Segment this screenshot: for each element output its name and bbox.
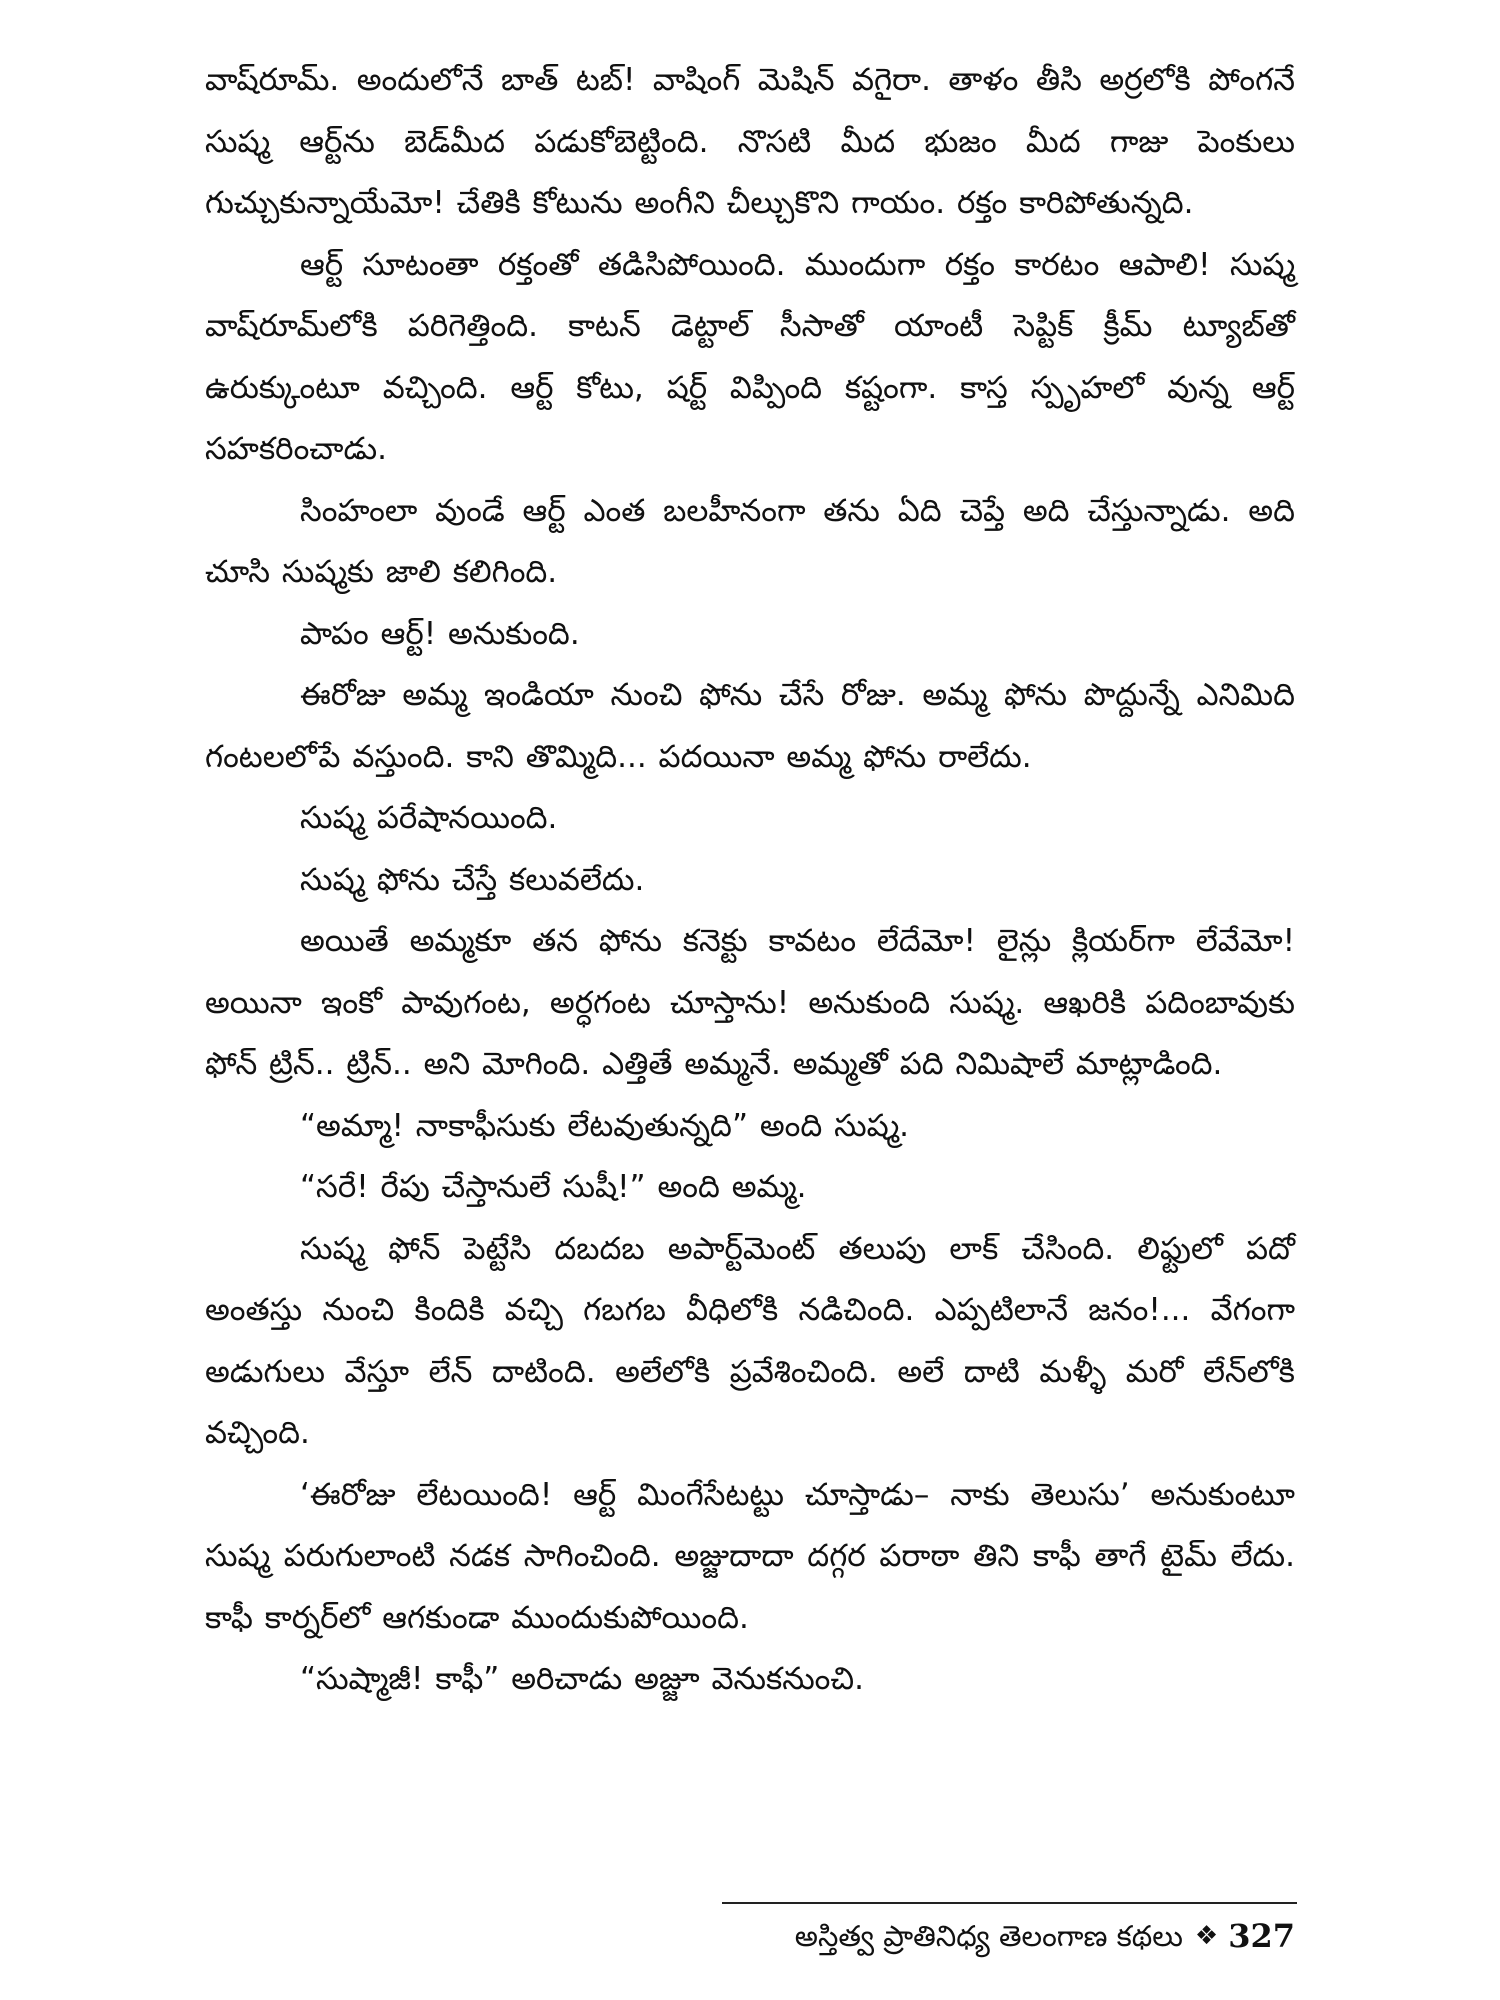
paragraph: సుష్మ పరేషానయింది.	[300, 800, 558, 836]
paragraph: సుష్మ ఫోన్ పెట్టేసి దబదబ అపార్ట్‌మెంట్ తలుపు లాక్ చేసింది. లిఫ్టులో పదో అంతస్తు నుంచి కిందికి వచ్చి గబగబ వీధిలోకి నడిచింది. ఎప్పటిలానే జనం!... వేగంగా అడుగులు వేస్తూ లేన్ దాటింది. అలేలోకి ప్రవేశించింది. అలే దాటి మళ్ళీ మరో లేన్‌లోకి వచ్చింది.	[205, 1230, 1295, 1451]
paragraph: వాష్‌రూమ్. అందులోనే బాత్ టబ్! వాషింగ్ మెషిన్ వగైరా. తాళం తీసి అర్రలోకి పోంగనే సుష్మ ఆర్ట్‌ను బెడ్‌మీద పడుకోబెట్టింది. నొసటి మీద భుజం మీద గాజు పెంకులు గుచ్చుకున్నాయేమో! చేతికి కోటును అంగీని చీల్చుకొని గాయం. రక్తం కారిపోతున్నది.	[205, 62, 1295, 221]
diamond-ornament-icon: ❖	[1194, 1921, 1219, 1951]
page-number: 327	[1228, 1917, 1295, 1955]
paragraph: సుష్మ ఫోను చేస్తే కలువలేదు.	[300, 861, 645, 898]
paragraph: ఆర్ట్ సూటంతా రక్తంతో తడిసిపోయింది. ముందుగా రక్తం కారటం ఆపాలి! సుష్మ వాష్‌రూమ్‌లోకి పరిగెత్తింది. కాటన్ డెట్టాల్ సీసాతో యాంటీ సెప్టిక్ క్రీమ్ ట్యూబ్‌తో ఉరుక్కుంటూ వచ్చింది. ఆర్ట్ కోటు, షర్ట్ విప్పింది కష్టంగా. కాస్త స్పృహలో వున్న ఆర్ట్ సహకరించాడు.	[205, 246, 1295, 467]
book-title: అస్తిత్వ ప్రాతినిధ్య తెలంగాణ కథలు	[794, 1919, 1183, 1953]
paragraph: పాపం ఆర్ట్! అనుకుంది.	[300, 615, 580, 652]
paragraph: సింహంలా వుండే ఆర్ట్ ఎంత బలహీనంగా తను ఏది చెప్తే అది చేస్తున్నాడు. అది చూసి సుష్మకు జాలి కలిగింది.	[205, 492, 1295, 590]
story-text	[205, 50, 1295, 1711]
paragraph: అయితే అమ్మకూ తన ఫోను కనెక్టు కావటం లేదేమో! లైన్లు క్లియర్‌గా లేవేమో! అయినా ఇంకో పావుగంట, అర్ధగంట చూస్తాను! అనుకుంది సుష్మ. ఆఖరికి పదింబావుకు ఫోన్ ట్రిన్.. ట్రిన్.. అని మోగింది. ఎత్తితే అమ్మనే. అమ్మతో పది నిమిషాలే మాట్లాడింది.	[205, 923, 1295, 1082]
page-footer	[795, 1916, 1295, 1956]
paragraph: “అమ్మా! నాకాఫీసుకు లేటవుతున్నది” అంది సుష్మ.	[300, 1107, 910, 1144]
paragraph: ‘ఈరోజు లేటయింది! ఆర్ట్ మింగేసేటట్టు చూస్తాడు– నాకు తెలుసు’ అనుకుంటూ సుష్మ పరుగులాంటి నడక సాగించింది. అజ్జుదాదా దగ్గర పరాఠా తిని కాఫీ తాగే టైమ్ లేదు. కాఫీ కార్నర్‌లో ఆగకుండా ముందుకుపోయింది.	[205, 1476, 1295, 1636]
paragraph: “సరే! రేపు చేస్తానులే సుషీ!” అంది అమ్మ.	[300, 1169, 807, 1205]
paragraph: ఈరోజు అమ్మ ఇండియా నుంచి ఫోను చేసే రోజు. అమ్మ ఫోను పొద్దున్నే ఎనిమిది గంటలలోపే వస్తుంది. కాని తొమ్మిది... పదయినా అమ్మ ఫోను రాలేదు.	[205, 677, 1295, 775]
paragraph: “సుష్మాజీ! కాఫీ” అరిచాడు అజ్జూ వెనుకనుంచి.	[300, 1661, 864, 1697]
footer-divider	[722, 1902, 1297, 1904]
